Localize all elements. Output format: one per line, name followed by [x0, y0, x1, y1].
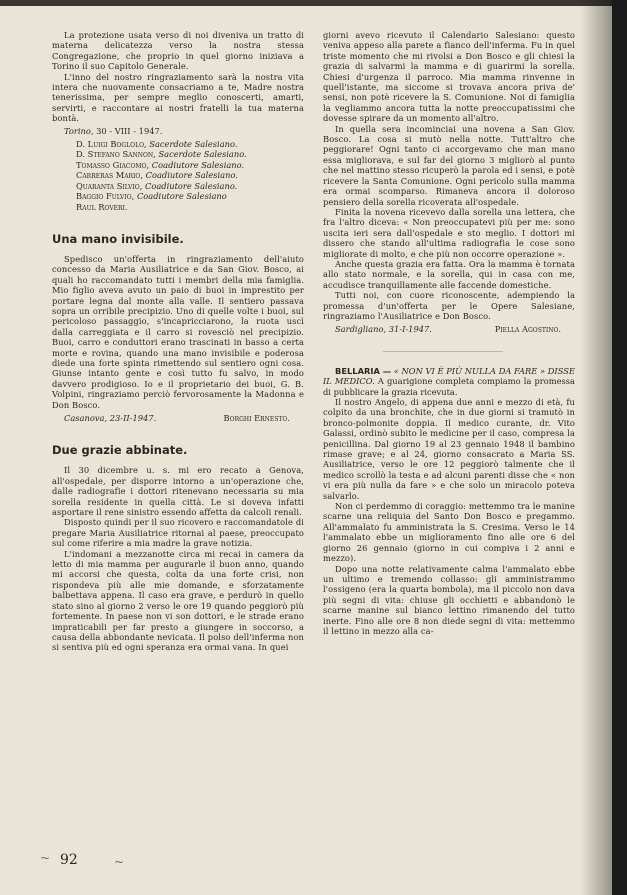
right-paragraph-2: In quella sera incominciai una novena a San Giov. Bosco. La cosa si mutò nella notte. Tutt'altro che peggiorare! Ogni tanto ci accorgevamo che man mano essa migliorava, e sul far del giorno 3 migliorò al punto che nel mattino stesso ricuperò la parola ed i sensi, e potè ricevere la Santa Comunione. Ogni pericolo sulla mamma era ormai scomparso. Rimaneva ancora il doloroso pensiero della sorella ricoverata all'ospedale.	[323, 123, 575, 207]
dateline-place: Torino,	[64, 125, 94, 136]
right-column	[323, 30, 575, 636]
bellaria-quote: « NON VI È PIÙ NULLA DA FARE » DISSE IL MEDICO.	[323, 365, 575, 387]
bellaria-paragraph-1: Il nostro Angelo, di appena due anni e mezzo di età, fu colpito da una bronchite, che in due giorni si tramutò in bronco-polmonite doppia. Il medico curante, dr. Vito Galassi, ordinò subito le medicine per il caso, compresa la penicillina. Dal giorno 19 al 23 gennaio 1948 il bambino rimase grave; e al 24, giorno consacrato a Maria SS. Ausiliatrice, verso le ore 12 peggiorò talmente che il medico scrollò la testa e ad alcuni parenti disse che « non vi era più nulla da fare » e che solo un miracolo poteva salvarlo.	[323, 397, 575, 501]
intro-paragraph-1: La protezione usata verso di noi diveniva un tratto di materna delicatezza verso la nostra stessa Congregazione, che proprio in quel giorno iniziava a Torino il suo Capitolo Generale.	[52, 30, 304, 72]
bellaria-paragraph-3: Dopo una notte relativamente calma l'ammalato ebbe un ultimo e tremendo collasso: gli amministrammo l'ossigeno (era la quarta bombola), ma il piccolo non dava più segni di vita: chiuse gli occhietti e abbandonò le scarne manine sul bianco lettino rimanendo del tutto inerte. Fino alle ore 8 non diede segni di vita: mettemmo il lettino in mezzo alla ca-	[323, 563, 575, 636]
signatories-list	[52, 139, 304, 212]
bellaria-lead: BELLARIA —	[335, 365, 392, 376]
signatory: D. Luigi Boglolo, Sacerdote Salesiano.	[76, 139, 238, 150]
right-signer: Piella Agostino.	[494, 324, 561, 335]
right-place: Sardigliano, 31-I-1947.	[335, 324, 432, 335]
signatory: Quaranta Silvio, Coadiutore Salesiano.	[76, 180, 238, 191]
bellaria-paragraph-2: Non ci perdemmo di coraggio: mettemmo tra le manine scarne una reliquia del Santo Don Bosco e pregammo. All'ammalato fu amministrata la S. Cresima. Verso le 14 l'ammalato ebbe un miglioramento fino alle ore 6 del giorno 26 gennaio (giorno in cui compiva i 2 anni e mezzo).	[323, 501, 575, 564]
scan-top-edge	[0, 0, 612, 6]
section-title-due-grazie: Due grazie abbinate.	[52, 443, 188, 458]
signatory: Raul Roveri.	[76, 201, 128, 212]
intro-paragraph-2: L'inno del nostro ringraziamento sarà la nostra vita intera che nuovamente consacriamo a te, Madre nostra tenerissima, per sempre meglio conoscerti, amarti, servirti, e raccontare ai nostri fratelli la tua materna bontà.	[52, 71, 304, 124]
section2-paragraph-1: Il 30 dicembre u. s. mi ero recato a Genova, all'ospedale, per disporre intorno a un'operazione che, dalle radiografie i dottori ritenevano necessaria su mia sorella residente in quella città. Le si doveva infatti asportare il rene sinistro essendo affetta da calcoli renali.	[52, 465, 304, 518]
section-divider	[383, 351, 503, 352]
signatory: Baggio Fulvio, Coadiutore Salesiano	[76, 191, 227, 202]
right-paragraph-1: giorni avevo ricevuto il Calendario Salesiano: questo veniva appeso alla parete a fianco dell'inferma. Fu in quel triste momento che mi rivolsi a Don Bosco e gli chiesi la grazia di salvarmi la mamma e di guarirmi la sorella. Chiesi d'urgenza il parroco. Mia mamma rinvenne in quell'istante, ma siccome si trovava ancora priva de' sensi, non potè ricevere la S. Comunione. Noi di famiglia la vegliammo ancora tutta la notte preoccupatissimi che dovesse spirare da un momento all'altro.	[323, 30, 575, 124]
section2-paragraph-3: L'indomani a mezzanotte circa mi recai in camera da letto di mia mamma per augurarle il buon anno, quando mi accorsi che questa, colta da una forte crisi, non rispondeva più alle mie domande, e sforzatamente balbettava appena. Il caso era grave, e perdurò in quello stato sino al giorno 2 verso le ore 19 quando peggiorò più fortemente. In paese non vi son dottori, e le strade erano impraticabili per far presto a giungere in soccorso, a causa della abbondante nevicata. Il polso dell'inferma non si sentiva più ed ogni speranza era ormai vana. In quei	[52, 548, 304, 653]
bellaria-rest: A guarigione completa compiamo la promessa di pubblicare la grazia ricevuta.	[323, 376, 575, 397]
left-column	[52, 30, 304, 653]
right-paragraph-4: Anche questa grazia era fatta. Ora la mamma è tornata allo stato normale, e la sorella, qui in casa con me, accudisce tranquillamente alle faccende domestiche.	[323, 258, 575, 290]
dateline-date: 30 - VIII - 1947.	[96, 125, 163, 136]
section2-paragraph-2: Disposto quindi per il suo ricovero e raccomandatole di pregare Maria Ausiliatrice ritornai al paese, preoccupato sul come riferire a mia madre la grave notizia.	[52, 517, 304, 549]
section1-signer: Borghi Ernesto.	[223, 413, 290, 423]
dateline	[52, 126, 304, 136]
page-number-dash-left: ~	[40, 851, 51, 865]
right-signature-row	[323, 324, 575, 334]
right-paragraph-5: Tutti noi, con cuore riconoscente, adempiendo la promessa d'un'offerta per le Opere Salesiane, ringraziamo l'Ausiliatrice e Don Bosco.	[323, 290, 575, 321]
section1-place: Casanova, 23-II-1947.	[64, 413, 157, 423]
section1-signature-row	[52, 413, 304, 423]
signatory: Tomasso Giacomo, Coadiutore Salesiano.	[76, 159, 245, 170]
page-edge-shadow	[580, 0, 612, 895]
signatory: Carreras Mario, Coadiutore Salesiano.	[76, 170, 238, 181]
right-paragraph-3: Finita la novena ricevevo dalla sorella una lettera, che fra l'altro diceva: « Non preoccupatevi più per me: sono uscita ieri sera dall'ospedale e sto meglio. I dottori mi dissero che stando all'ultima radiografia le cose sono migliorate di molto, e che più non occorre operazione ».	[323, 206, 575, 259]
page-number: 92	[60, 852, 78, 868]
bellaria-heading-paragraph	[323, 366, 575, 397]
signatory: D. Stefano Sannon, Sacerdote Salesiano.	[76, 149, 247, 160]
section-title-mano-invisibile: Una mano invisibile.	[52, 231, 184, 246]
page-number-dash-right: ~	[114, 855, 125, 869]
section1-paragraph: Spedisco un'offerta in ringraziamento dell'aiuto concesso da Maria Ausiliatrice e da San Giov. Bosco, ai quali ho raccomandato tutti i membri della mia famiglia. Mio figlio aveva avuto un paio di buoi in imprestito per portare legna dal monte alla valle. Il sentiero passava sopra un orribile precipizio. Uno di quelle volte i buoi, sul pericoloso passaggio, s'incapricciarono, la ruota uscì dalla carreggiata e il carro si rovesciò nel precipizio. Buoi, carro e conduttori erano trascinati in basso a certa morte e rovina, quando una mano invisibile e poderosa diede una forte spinta rimettendo sul sentiero ogni cosa. Giunse intanto gente e così tutto fu salvo, in modo davvero prodigioso. Io e il proprietario dei buoi, G. B. Volpini, ringraziamo perciò fervorosamente la Madonna e Don Bosco.	[52, 253, 304, 410]
